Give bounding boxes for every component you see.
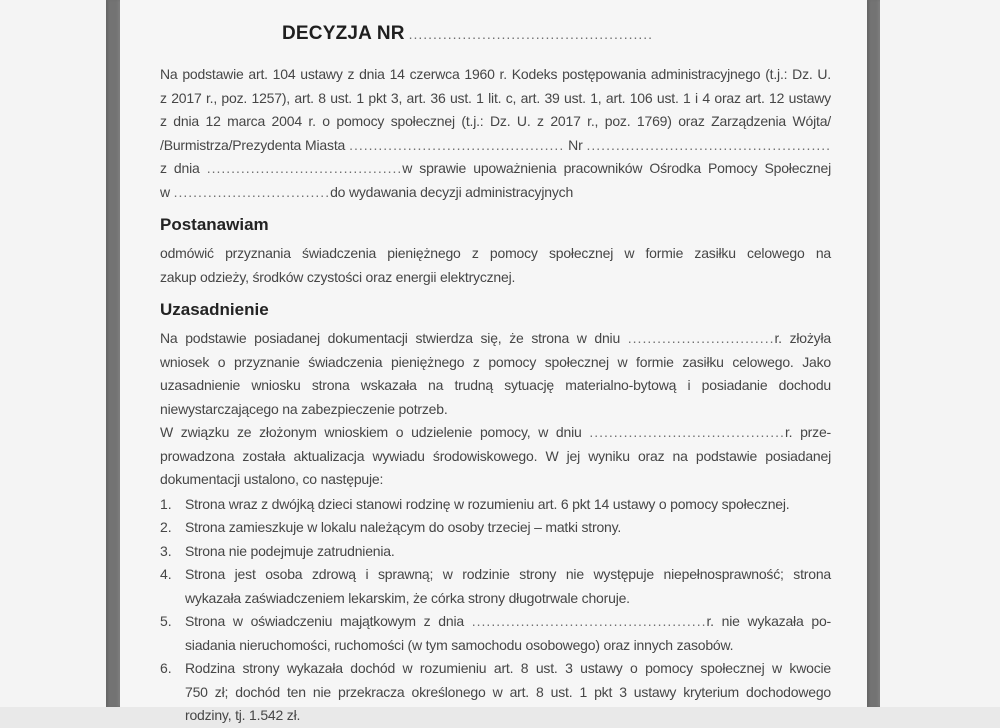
heading-postanawiam: Postanawiam xyxy=(160,215,269,234)
list-item-text: Strona jest osoba zdrową i sprawną; w rodzinie strony nie występuje niepełnosprawność; strona wykazała zaświadczeniem lekarskim, że córka strony długotrwale choruje. xyxy=(185,566,831,606)
paragraph-uzasadnienie-2: W związku ze złożonym wnioskiem o udzielenie pomocy, w dniu ........................................r. prze- prowadzona została aktualizacja wywiadu środowiskowego. W jej wyniku oraz na podstawie posiadanej dokumentacji ustalono, co następuje: xyxy=(160,424,831,487)
list-item-1 xyxy=(160,493,831,517)
paragraph-uzasadnienie-1: Na podstawie posiadanej dokumentacji stwierdza się, że strona w dniu ..............................r. złożyła wniosek o przyznanie świadczenia pieniężnego z pomocy społecznej w formie zasiłku celowego. Jako uzasadnienie wniosku strona wskazała na trudną sytuację materialno-bytową i posiadanie dochodu niewystarczającego na zabezpieczenie potrzeb. xyxy=(160,330,831,417)
list-item-number: 1. xyxy=(160,495,172,512)
list-item-text: Rodzina strony wykazała dochód w rozumieniu art. 8 ust. 3 ustawy o pomocy społecznej w kwocie 750 zł; dochód ten nie przekracza określonego w art. 8 ust. 1 pkt 3 ustawy kryterium dochodowego rodziny, tj. 1.542 zł. xyxy=(185,660,831,723)
list-item-number: 4. xyxy=(160,566,172,582)
document-title-text: DECYZJA NR xyxy=(282,23,405,44)
list-item-3 xyxy=(160,540,831,564)
list-item-text: Strona nie podejmuje zatrudnienia. xyxy=(185,542,395,559)
list-item-4 xyxy=(160,563,831,610)
list-item-6 xyxy=(160,657,831,728)
page-edge-bar-right xyxy=(867,0,880,707)
list-item-text: Strona w oświadczeniu majątkowym z dnia ................................................r. nie wykazała po- siadania nieruchomości, ruchomości (w tym samochodu osobowego) oraz innych zasobów. xyxy=(185,613,831,653)
heading-uzasadnienie: Uzasadnienie xyxy=(160,300,269,319)
findings-list xyxy=(160,493,831,728)
paragraph-postanawiam: odmówić przyznania świadczenia pieniężnego z pomocy społecznej w formie zasiłku celowego na zakup odzieży, środków czystości oraz energii elektrycznej. xyxy=(160,245,831,285)
list-item-5 xyxy=(160,610,831,657)
list-item-number: 6. xyxy=(160,660,172,676)
document-title xyxy=(282,22,831,46)
list-item-text: Strona wraz z dwójką dzieci stanowi rodzinę w rozumieniu art. 6 pkt 14 ustawy o pomocy społecznej. xyxy=(185,495,790,512)
page-edge-bar-left xyxy=(106,0,120,707)
list-item-number: 3. xyxy=(160,542,172,559)
document-content xyxy=(120,0,867,728)
list-item-number: 2. xyxy=(160,519,172,535)
list-item-2 xyxy=(160,516,831,540)
list-item-number: 5. xyxy=(160,613,172,629)
paragraph-legal-basis: Na podstawie art. 104 ustawy z dnia 14 czerwca 1960 r. Kodeks postępowania administracyjnego (t.j.: Dz. U. z 2017 r., poz. 1257), art. 8 ust. 1 pkt 3, art. 36 ust. 1 lit. c, art. 39 ust. 1, art. 106 ust. 1 i 4 oraz art. 12 ustawy z dnia 12 marca 2004 r. o pomocy społecznej (t.j.: Dz. U. z 2017 r., poz. 1769) oraz Zarządzenia Wójta/ /Burmistrza/Prezydenta Miasta ............................................ Nr .................................................. z dnia ........................................w sprawie upoważnienia pracowników Ośrodka Pomocy Społecznej w ................................do wydawania decyzji administracyjnych xyxy=(160,66,831,200)
document-page xyxy=(120,0,867,723)
list-item-text: Strona zamieszkuje w lokalu należącym do osoby trzeciej – matki strony. xyxy=(185,519,622,535)
document-title-dotted-line: .................................................. xyxy=(408,26,654,42)
